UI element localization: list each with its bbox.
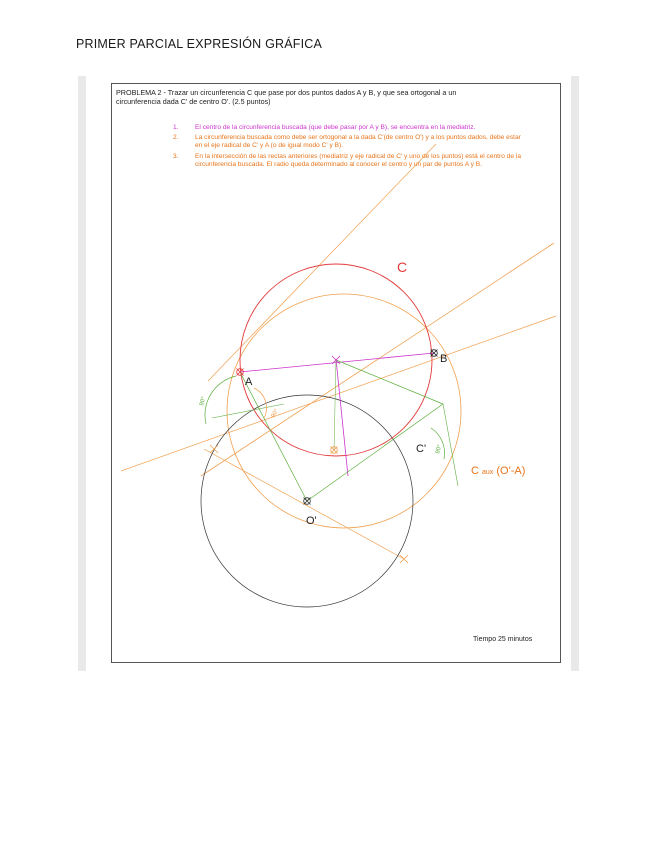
document-title: PRIMER PARCIAL EXPRESIÓN GRÁFICA [76,37,323,51]
step-2-number: 2. [173,134,179,142]
label-point-a: A [245,376,253,388]
right-angle-arc-a [205,376,236,424]
perpendicular-bisector [336,359,348,476]
center-line [334,360,336,450]
construction-line-lower [121,316,556,471]
radius-c-t [336,360,443,404]
angle-label-1: 90° [199,396,208,407]
aux-circle [227,294,461,528]
step-2-text: La circunferencia buscada como debe ser ortogonal a la dada C'(de centro O') y a los puntos dados, debe estar en el eje radical de C' y A (o de igual modo C' y B). [195,134,521,150]
geometric-construction [86,76,571,671]
angle-label-3: 90° [435,444,444,455]
angle-label-2: 90° [270,408,281,419]
step-1-number: 1. [173,124,179,131]
label-aux-sub: aux [482,469,494,476]
label-aux-circle [471,465,525,477]
radius-o-prime-a [240,372,307,501]
label-aux-c: C [471,465,479,477]
scanned-sheet-frame [78,76,579,671]
scanned-sheet [86,76,571,671]
label-point-b: B [440,353,448,365]
step-1-text: El centro de la circunferencia buscada (que debe pasar por A y B), se encuentra en la mediatriz. [195,124,476,131]
label-circle-c: C [397,259,408,275]
label-aux-rest: (O'-A) [496,465,526,477]
radical-axis-line [201,243,554,476]
time-note: Tiempo 25 minutos [473,636,533,643]
label-circle-c-prime: C' [416,443,427,455]
step-3-text: En la intersección de las rectas anteriores (mediatriz y eje radical de C' y uno de los puntos) está el centro de la circunferencia buscada. El radio queda determinado al conocer el centro y un par de puntos A y B. [195,152,521,168]
problem-statement-line-2: circunferencia dada C' de centro O'. (2.5 puntos) [116,97,271,106]
step-3-number: 3. [173,152,179,160]
label-center-o-prime: O' [306,515,317,527]
center-o-prime-marker [304,498,311,505]
problem-statement-line-1: PROBLEMA 2 - Trazar un circunferencia C que pase por dos puntos dados A y B, y que sea ortogonal a un [116,88,457,97]
